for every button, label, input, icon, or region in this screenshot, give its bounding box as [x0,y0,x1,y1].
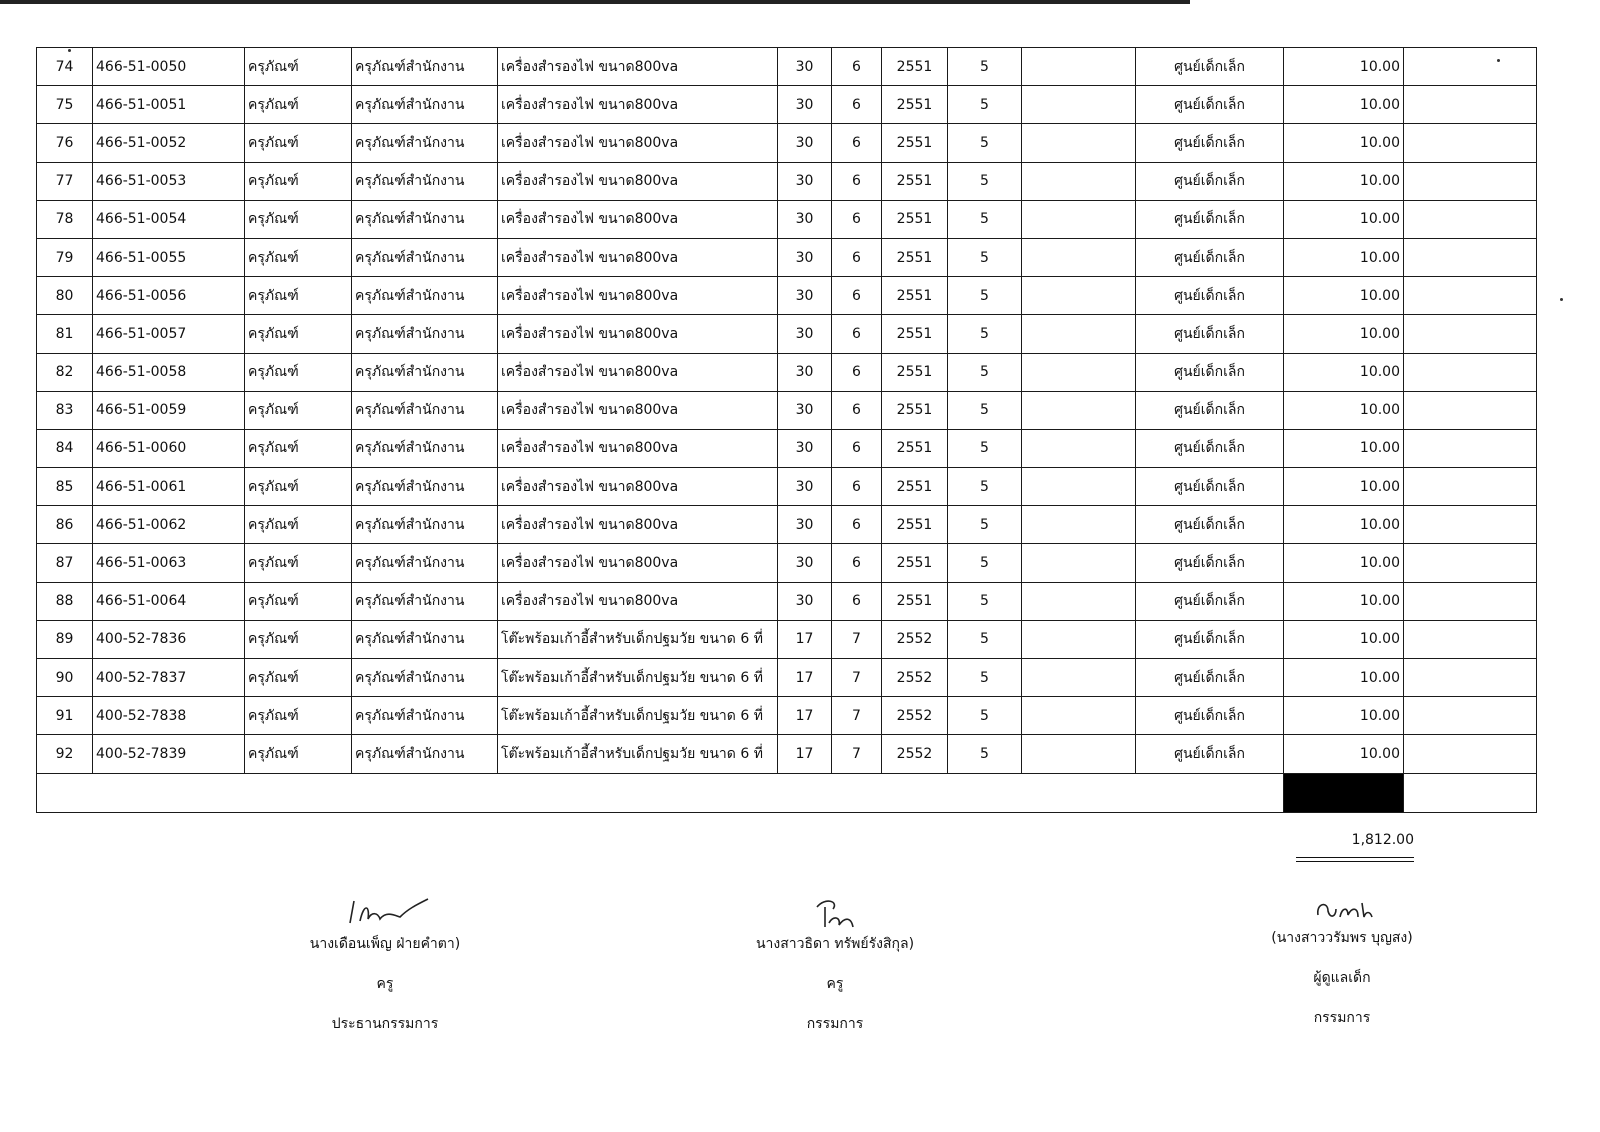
price-cell: 10.00 [1284,735,1404,773]
item-description-cell: เครื่องสำรองไฟ ขนาด800va [498,582,778,620]
price-cell: 10.00 [1284,124,1404,162]
row-number-cell: 76 [37,124,93,162]
location-cell: ศูนย์เด็กเล็ก [1136,506,1284,544]
table-row [37,238,1537,276]
subcategory-cell: ครุภัณฑ์สำนักงาน [352,468,498,506]
blank-cell [1022,429,1136,467]
asset-code-cell: 466-51-0052 [93,124,245,162]
note-cell [1404,277,1537,315]
item-description-cell: เครื่องสำรองไฟ ขนาด800va [498,238,778,276]
blank-cell [1022,200,1136,238]
category-cell: ครุภัณฑ์ [245,659,352,697]
footer-note-cell [1404,773,1537,812]
useful-life-cell: 17 [778,659,832,697]
blank-cell [1022,697,1136,735]
month-cell: 6 [832,429,882,467]
handwritten-signature-3 [1302,893,1382,927]
subcategory-cell: ครุภัณฑ์สำนักงาน [352,659,498,697]
year-cell: 2551 [882,544,948,582]
redacted-cell [1284,773,1404,812]
year-cell: 2551 [882,238,948,276]
useful-life-cell: 30 [778,429,832,467]
month-cell: 6 [832,200,882,238]
handwritten-signature-1 [330,893,440,933]
subcategory-cell: ครุภัณฑ์สำนักงาน [352,506,498,544]
note-cell [1404,659,1537,697]
table-row [37,582,1537,620]
price-cell: 10.00 [1284,48,1404,86]
blank-cell [1022,48,1136,86]
item-description-cell: เครื่องสำรองไฟ ขนาด800va [498,315,778,353]
signer-role-2: กรรมการ [806,1016,864,1032]
quantity-cell: 5 [948,353,1022,391]
note-cell [1404,200,1537,238]
blank-cell [1022,162,1136,200]
asset-code-cell: 400-52-7836 [93,620,245,658]
total-double-underline [1296,857,1414,862]
month-cell: 7 [832,697,882,735]
row-number-cell: 77 [37,162,93,200]
month-cell: 6 [832,353,882,391]
month-cell: 6 [832,391,882,429]
year-cell: 2551 [882,315,948,353]
table-footer-row [37,773,1537,812]
useful-life-cell: 17 [778,620,832,658]
asset-code-cell: 466-51-0054 [93,200,245,238]
item-description-cell: เครื่องสำรองไฟ ขนาด800va [498,200,778,238]
year-cell: 2551 [882,200,948,238]
item-description-cell: เครื่องสำรองไฟ ขนาด800va [498,162,778,200]
subcategory-cell: ครุภัณฑ์สำนักงาน [352,86,498,124]
handwritten-signature-2 [795,893,875,933]
note-cell [1404,620,1537,658]
year-cell: 2552 [882,659,948,697]
price-cell: 10.00 [1284,468,1404,506]
table-row [37,48,1537,86]
note-cell [1404,468,1537,506]
category-cell: ครุภัณฑ์ [245,544,352,582]
signer-name-1: นางเดือนเพ็ญ ฝ่ายคำตา) [309,936,461,952]
month-cell: 6 [832,48,882,86]
blank-cell [1022,391,1136,429]
row-number-cell: 89 [37,620,93,658]
blank-cell [1022,315,1136,353]
location-cell: ศูนย์เด็กเล็ก [1136,391,1284,429]
blank-cell [1022,238,1136,276]
item-description-cell: เครื่องสำรองไฟ ขนาด800va [498,86,778,124]
useful-life-cell: 30 [778,238,832,276]
subcategory-cell: ครุภัณฑ์สำนักงาน [352,124,498,162]
location-cell: ศูนย์เด็กเล็ก [1136,315,1284,353]
item-description-cell: เครื่องสำรองไฟ ขนาด800va [498,48,778,86]
signer-position-3: ผู้ดูแลเด็ก [1313,970,1371,986]
price-cell: 10.00 [1284,315,1404,353]
quantity-cell: 5 [948,315,1022,353]
year-cell: 2551 [882,124,948,162]
note-cell [1404,582,1537,620]
subcategory-cell: ครุภัณฑ์สำนักงาน [352,315,498,353]
category-cell: ครุภัณฑ์ [245,200,352,238]
signer-role-3: กรรมการ [1313,1010,1371,1026]
item-description-cell: เครื่องสำรองไฟ ขนาด800va [498,506,778,544]
blank-cell [1022,468,1136,506]
quantity-cell: 5 [948,391,1022,429]
row-number-cell: 90 [37,659,93,697]
asset-code-cell: 466-51-0058 [93,353,245,391]
subcategory-cell: ครุภัณฑ์สำนักงาน [352,200,498,238]
year-cell: 2552 [882,735,948,773]
month-cell: 6 [832,582,882,620]
quantity-cell: 5 [948,582,1022,620]
blank-cell [1022,735,1136,773]
signature-block-member-2 [1252,893,1432,1029]
table-row [37,697,1537,735]
asset-code-cell: 466-51-0064 [93,582,245,620]
year-cell: 2551 [882,582,948,620]
category-cell: ครุภัณฑ์ [245,620,352,658]
month-cell: 6 [832,238,882,276]
signer-role-1: ประธานกรรมการ [331,1016,439,1032]
year-cell: 2551 [882,48,948,86]
blank-cell [1022,353,1136,391]
table-row [37,391,1537,429]
note-cell [1404,124,1537,162]
asset-code-cell: 466-51-0057 [93,315,245,353]
asset-code-cell: 466-51-0060 [93,429,245,467]
year-cell: 2551 [882,468,948,506]
note-cell [1404,506,1537,544]
quantity-cell: 5 [948,200,1022,238]
subcategory-cell: ครุภัณฑ์สำนักงาน [352,697,498,735]
asset-code-cell: 466-51-0061 [93,468,245,506]
table-row [37,124,1537,162]
asset-code-cell: 466-51-0051 [93,86,245,124]
asset-code-cell: 466-51-0062 [93,506,245,544]
location-cell: ศูนย์เด็กเล็ก [1136,468,1284,506]
location-cell: ศูนย์เด็กเล็ก [1136,162,1284,200]
note-cell [1404,86,1537,124]
useful-life-cell: 30 [778,544,832,582]
note-cell [1404,544,1537,582]
category-cell: ครุภัณฑ์ [245,582,352,620]
table-row [37,620,1537,658]
category-cell: ครุภัณฑ์ [245,277,352,315]
price-cell: 10.00 [1284,582,1404,620]
item-description-cell: เครื่องสำรองไฟ ขนาด800va [498,353,778,391]
location-cell: ศูนย์เด็กเล็ก [1136,429,1284,467]
year-cell: 2551 [882,429,948,467]
item-description-cell: โต๊ะพร้อมเก้าอี้สำหรับเด็กปฐมวัย ขนาด 6 ที่ [498,735,778,773]
asset-code-cell: 400-52-7838 [93,697,245,735]
blank-cell [1022,620,1136,658]
subcategory-cell: ครุภัณฑ์สำนักงาน [352,544,498,582]
note-cell [1404,315,1537,353]
price-cell: 10.00 [1284,391,1404,429]
asset-code-cell: 400-52-7837 [93,659,245,697]
useful-life-cell: 30 [778,315,832,353]
row-number-cell: 82 [37,353,93,391]
scan-top-edge [0,0,1190,4]
useful-life-cell: 30 [778,391,832,429]
location-cell: ศูนย์เด็กเล็ก [1136,582,1284,620]
subcategory-cell: ครุภัณฑ์สำนักงาน [352,620,498,658]
price-cell: 10.00 [1284,620,1404,658]
price-cell: 10.00 [1284,353,1404,391]
location-cell: ศูนย์เด็กเล็ก [1136,277,1284,315]
asset-code-cell: 466-51-0063 [93,544,245,582]
note-cell [1404,353,1537,391]
note-cell [1404,162,1537,200]
row-number-cell: 74 [37,48,93,86]
item-description-cell: โต๊ะพร้อมเก้าอี้สำหรับเด็กปฐมวัย ขนาด 6 ที่ [498,659,778,697]
scan-speck [1560,298,1563,301]
asset-table-body [37,48,1537,774]
year-cell: 2551 [882,162,948,200]
subcategory-cell: ครุภัณฑ์สำนักงาน [352,391,498,429]
category-cell: ครุภัณฑ์ [245,238,352,276]
category-cell: ครุภัณฑ์ [245,697,352,735]
item-description-cell: โต๊ะพร้อมเก้าอี้สำหรับเด็กปฐมวัย ขนาด 6 ที่ [498,620,778,658]
price-cell: 10.00 [1284,697,1404,735]
price-cell: 10.00 [1284,277,1404,315]
asset-code-cell: 466-51-0053 [93,162,245,200]
table-row [37,544,1537,582]
price-cell: 10.00 [1284,659,1404,697]
subcategory-cell: ครุภัณฑ์สำนักงาน [352,735,498,773]
quantity-cell: 5 [948,735,1022,773]
location-cell: ศูนย์เด็กเล็ก [1136,659,1284,697]
useful-life-cell: 17 [778,697,832,735]
item-description-cell: เครื่องสำรองไฟ ขนาด800va [498,391,778,429]
note-cell [1404,697,1537,735]
useful-life-cell: 30 [778,506,832,544]
price-cell: 10.00 [1284,544,1404,582]
quantity-cell: 5 [948,506,1022,544]
category-cell: ครุภัณฑ์ [245,391,352,429]
item-description-cell: เครื่องสำรองไฟ ขนาด800va [498,468,778,506]
category-cell: ครุภัณฑ์ [245,315,352,353]
table-row [37,86,1537,124]
note-cell [1404,735,1537,773]
category-cell: ครุภัณฑ์ [245,506,352,544]
month-cell: 6 [832,124,882,162]
signature-block-member-1 [735,893,935,1035]
price-cell: 10.00 [1284,506,1404,544]
blank-cell [1022,86,1136,124]
table-row [37,506,1537,544]
useful-life-cell: 30 [778,468,832,506]
asset-code-cell: 466-51-0050 [93,48,245,86]
category-cell: ครุภัณฑ์ [245,124,352,162]
item-description-cell: เครื่องสำรองไฟ ขนาด800va [498,277,778,315]
table-row [37,353,1537,391]
month-cell: 7 [832,620,882,658]
subcategory-cell: ครุภัณฑ์สำนักงาน [352,429,498,467]
signer-name-2: นางสาวธิดา ทรัพย์รังสิกุล) [755,936,915,952]
useful-life-cell: 30 [778,86,832,124]
quantity-cell: 5 [948,544,1022,582]
row-number-cell: 88 [37,582,93,620]
blank-cell [1022,506,1136,544]
asset-code-cell: 466-51-0055 [93,238,245,276]
quantity-cell: 5 [948,86,1022,124]
category-cell: ครุภัณฑ์ [245,162,352,200]
quantity-cell: 5 [948,277,1022,315]
year-cell: 2552 [882,620,948,658]
signer-position-2: ครู [826,976,844,992]
table-row [37,429,1537,467]
quantity-cell: 5 [948,162,1022,200]
month-cell: 6 [832,315,882,353]
month-cell: 6 [832,506,882,544]
subcategory-cell: ครุภัณฑ์สำนักงาน [352,277,498,315]
blank-cell [1022,277,1136,315]
category-cell: ครุภัณฑ์ [245,86,352,124]
item-description-cell: เครื่องสำรองไฟ ขนาด800va [498,544,778,582]
asset-table [36,47,1537,813]
useful-life-cell: 17 [778,735,832,773]
category-cell: ครุภัณฑ์ [245,735,352,773]
year-cell: 2551 [882,86,948,124]
row-number-cell: 79 [37,238,93,276]
month-cell: 6 [832,86,882,124]
blank-cell [1022,659,1136,697]
price-cell: 10.00 [1284,238,1404,276]
blank-cell [1022,124,1136,162]
row-number-cell: 83 [37,391,93,429]
note-cell [1404,48,1537,86]
row-number-cell: 81 [37,315,93,353]
table-row [37,200,1537,238]
useful-life-cell: 30 [778,48,832,86]
year-cell: 2551 [882,506,948,544]
asset-code-cell: 466-51-0059 [93,391,245,429]
blank-cell [1022,544,1136,582]
table-row [37,277,1537,315]
quantity-cell: 5 [948,620,1022,658]
price-cell: 10.00 [1284,200,1404,238]
subcategory-cell: ครุภัณฑ์สำนักงาน [352,238,498,276]
useful-life-cell: 30 [778,353,832,391]
table-row [37,162,1537,200]
row-number-cell: 80 [37,277,93,315]
row-number-cell: 85 [37,468,93,506]
quantity-cell: 5 [948,659,1022,697]
month-cell: 7 [832,659,882,697]
location-cell: ศูนย์เด็กเล็ก [1136,238,1284,276]
row-number-cell: 78 [37,200,93,238]
table-row [37,659,1537,697]
subcategory-cell: ครุภัณฑ์สำนักงาน [352,48,498,86]
note-cell [1404,429,1537,467]
price-cell: 10.00 [1284,429,1404,467]
asset-code-cell: 400-52-7839 [93,735,245,773]
month-cell: 6 [832,468,882,506]
quantity-cell: 5 [948,429,1022,467]
year-cell: 2551 [882,391,948,429]
subcategory-cell: ครุภัณฑ์สำนักงาน [352,582,498,620]
asset-code-cell: 466-51-0056 [93,277,245,315]
item-description-cell: เครื่องสำรองไฟ ขนาด800va [498,124,778,162]
table-row [37,468,1537,506]
location-cell: ศูนย์เด็กเล็ก [1136,200,1284,238]
location-cell: ศูนย์เด็กเล็ก [1136,697,1284,735]
month-cell: 6 [832,162,882,200]
quantity-cell: 5 [948,238,1022,276]
month-cell: 7 [832,735,882,773]
quantity-cell: 5 [948,697,1022,735]
row-number-cell: 86 [37,506,93,544]
location-cell: ศูนย์เด็กเล็ก [1136,86,1284,124]
location-cell: ศูนย์เด็กเล็ก [1136,124,1284,162]
category-cell: ครุภัณฑ์ [245,429,352,467]
table-row [37,315,1537,353]
price-cell: 10.00 [1284,162,1404,200]
useful-life-cell: 30 [778,162,832,200]
quantity-cell: 5 [948,124,1022,162]
location-cell: ศูนย์เด็กเล็ก [1136,620,1284,658]
grand-total: 1,812.00 [1351,832,1414,848]
location-cell: ศูนย์เด็กเล็ก [1136,735,1284,773]
row-number-cell: 92 [37,735,93,773]
signer-name-3: (นางสาววรัมพร บุญสง) [1271,930,1413,946]
location-cell: ศูนย์เด็กเล็ก [1136,353,1284,391]
year-cell: 2552 [882,697,948,735]
useful-life-cell: 30 [778,124,832,162]
note-cell [1404,238,1537,276]
year-cell: 2551 [882,353,948,391]
footer-blank-cell [37,773,1284,812]
row-number-cell: 75 [37,86,93,124]
quantity-cell: 5 [948,48,1022,86]
location-cell: ศูนย์เด็กเล็ก [1136,48,1284,86]
category-cell: ครุภัณฑ์ [245,48,352,86]
item-description-cell: โต๊ะพร้อมเก้าอี้สำหรับเด็กปฐมวัย ขนาด 6 ที่ [498,697,778,735]
useful-life-cell: 30 [778,200,832,238]
subcategory-cell: ครุภัณฑ์สำนักงาน [352,353,498,391]
row-number-cell: 87 [37,544,93,582]
item-description-cell: เครื่องสำรองไฟ ขนาด800va [498,429,778,467]
month-cell: 6 [832,544,882,582]
price-cell: 10.00 [1284,86,1404,124]
signature-block-chair [285,893,485,1035]
row-number-cell: 91 [37,697,93,735]
location-cell: ศูนย์เด็กเล็ก [1136,544,1284,582]
category-cell: ครุภัณฑ์ [245,353,352,391]
row-number-cell: 84 [37,429,93,467]
signer-position-1: ครู [376,976,394,992]
year-cell: 2551 [882,277,948,315]
useful-life-cell: 30 [778,277,832,315]
subcategory-cell: ครุภัณฑ์สำนักงาน [352,162,498,200]
useful-life-cell: 30 [778,582,832,620]
table-row [37,735,1537,773]
quantity-cell: 5 [948,468,1022,506]
note-cell [1404,391,1537,429]
category-cell: ครุภัณฑ์ [245,468,352,506]
month-cell: 6 [832,277,882,315]
blank-cell [1022,582,1136,620]
